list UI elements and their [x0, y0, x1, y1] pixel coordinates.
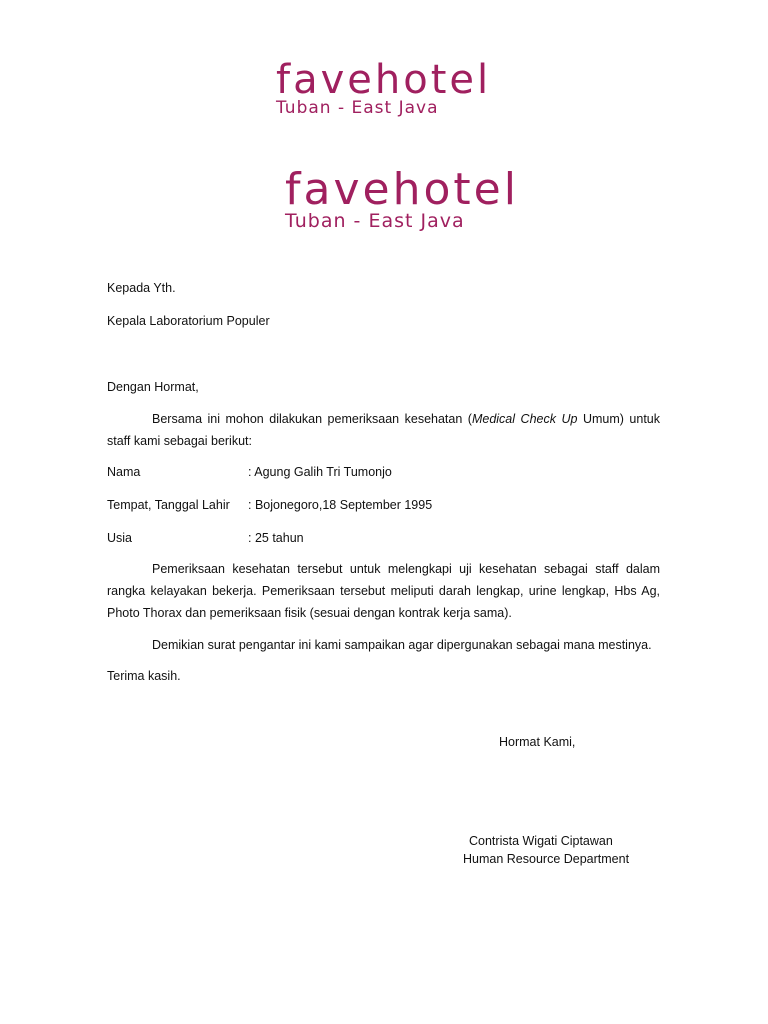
name-value: : Agung Galih Tri Tumonjo [248, 465, 392, 479]
intro-text-start: Bersama ini mohon dilakukan pemeriksaan kesehatan ( [152, 412, 472, 426]
recipient-salutation: Kepada Yth. [107, 281, 176, 295]
signatory-department: Human Resource Department [463, 852, 630, 866]
birth-value: : Bojonegoro,18 September 1995 [248, 498, 433, 512]
recipient: Kepala Laboratorium Populer [107, 314, 270, 328]
thanks: Terima kasih. [107, 669, 181, 683]
intro-italic-term: Medical Check Up [471, 412, 578, 426]
greeting: Dengan Hormat, [107, 380, 199, 394]
body-paragraph: Pemeriksaan kesehatan tersebut untuk melengkapi uji kesehatan sebagai staff dalam rangka kelayakan bekerja. Pemeriksaan tersebut meliputi darah lengkap, urine lengkap, Hbs Ag, Photo Thorax dan pemeriksaan fisik (sesuai dengan kontrak kerja sama). [107, 562, 660, 620]
sign-off: Hormat Kami, [499, 735, 576, 749]
hotel-logo-primary [276, 57, 492, 118]
age-value: : 25 tahun [248, 531, 304, 545]
closing-paragraph: Demikian surat pengantar ini kami sampaikan agar dipergunakan sebagai mana mestinya. [152, 638, 652, 652]
name-label: Nama [107, 465, 141, 479]
birth-label: Tempat, Tanggal Lahir [107, 498, 230, 512]
logo-brand-name: favehotel [285, 164, 519, 215]
hotel-logo-secondary [285, 164, 519, 232]
logo-location: Tuban - East Java [285, 210, 465, 232]
logo-brand-name: favehotel [276, 57, 492, 103]
intro-text-end: Umum) untuk staff kami sebagai berikut: [107, 412, 660, 448]
logo-location: Tuban - East Java [276, 98, 439, 118]
signatory-name: Contrista Wigati Ciptawan [469, 834, 613, 848]
intro-paragraph [107, 408, 660, 452]
age-label: Usia [107, 531, 133, 545]
